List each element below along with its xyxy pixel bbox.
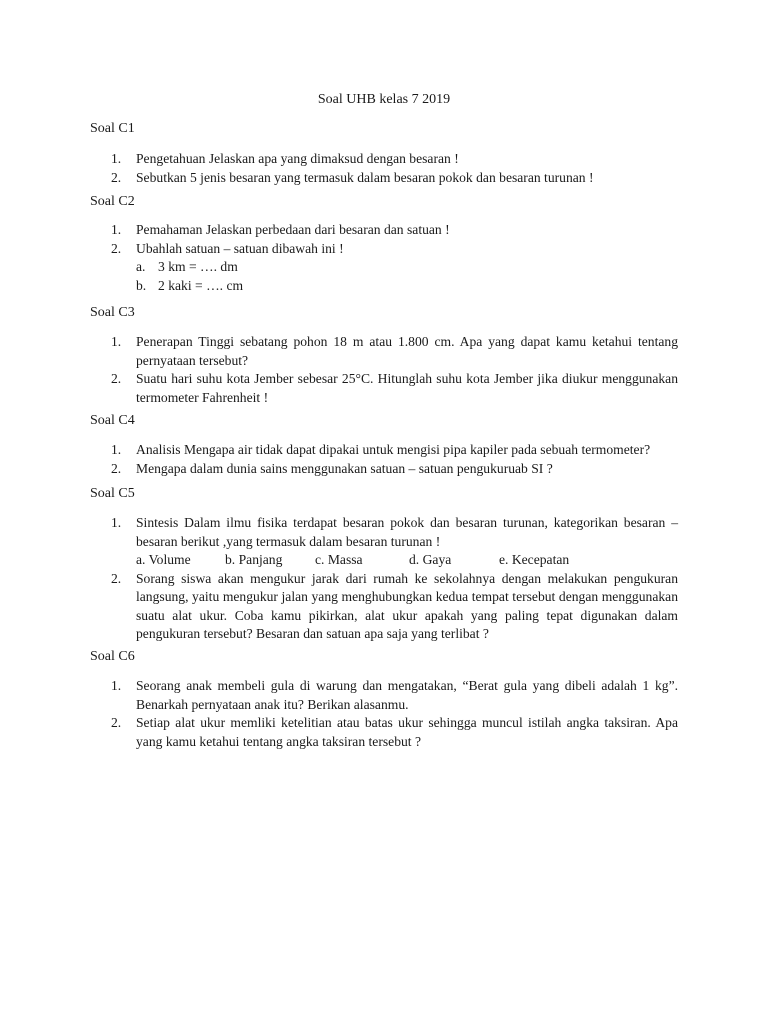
- question-number: 2.: [111, 570, 122, 586]
- sub-item-letter: a.: [136, 259, 146, 274]
- question-item: [90, 570, 678, 644]
- question-number: 1.: [111, 222, 122, 237]
- question-number: 2.: [111, 169, 122, 185]
- answer-option: d. Gaya: [409, 552, 452, 567]
- question-text: Setiap alat ukur memliki ketelitian atau batas ukur sehingga muncul istilah angka taksiran. Apa yang kamu ketahui tentang angka taksiran tersebut ?: [136, 715, 678, 749]
- section-heading: Soal C1: [90, 121, 135, 136]
- question-text: Suatu hari suhu kota Jember sebesar 25°C. Hitunglah suhu kota Jember jika diukur menggunakan termometer Fahrenheit !: [136, 371, 678, 405]
- answer-option: a. Volume: [136, 552, 191, 567]
- sub-item: [136, 258, 678, 277]
- section-heading: Soal C4: [90, 413, 135, 428]
- sub-item-text: 2 kaki = …. cm: [158, 277, 244, 293]
- question-text: Sebutkan 5 jenis besaran yang termasuk dalam besaran pokok dan besaran turunan !: [136, 169, 594, 185]
- answer-options: [136, 551, 678, 570]
- question-item: [90, 221, 678, 240]
- question-item: [90, 240, 678, 296]
- question-number: 2.: [111, 715, 122, 730]
- section-heading: Soal C2: [90, 194, 135, 209]
- section-heading: Soal C3: [90, 305, 135, 320]
- question-text: Sintesis Dalam ilmu fisika terdapat besaran pokok dan besaran turunan, kategorikan besaran – besaran berikut ,yang termasuk dalam besaran turunan !: [136, 515, 678, 549]
- question-number: 1.: [111, 678, 122, 693]
- sub-item-text: 3 km = …. dm: [158, 259, 238, 274]
- question-list: [90, 514, 678, 644]
- question-item: [90, 460, 678, 479]
- question-text: Pemahaman Jelaskan perbedaan dari besaran dan satuan !: [136, 222, 450, 237]
- question-item: [90, 333, 678, 370]
- question-number: 1.: [111, 442, 122, 457]
- question-list: [90, 221, 678, 295]
- question-number: 2.: [111, 240, 122, 256]
- section-c3: [90, 304, 678, 407]
- question-text: Seorang anak membeli gula di warung dan mengatakan, “Berat gula yang dibeli adalah 1 kg”. Benarkah pernyataan anak itu? Berikan alasanmu.: [136, 678, 678, 712]
- question-text: Analisis Mengapa air tidak dapat dipakai untuk mengisi pipa kapiler pada sebuah termometer?: [136, 442, 651, 457]
- question-text: Penerapan Tinggi sebatang pohon 18 m atau 1.800 cm. Apa yang dapat kamu ketahui tentang pernyataan tersebut?: [136, 334, 678, 368]
- question-list: [90, 441, 678, 478]
- question-number: 2.: [111, 371, 122, 386]
- question-text: Ubahlah satuan – satuan dibawah ini !: [136, 240, 344, 256]
- question-number: 1.: [111, 515, 122, 530]
- question-item: [90, 441, 678, 460]
- section-heading: Soal C5: [90, 486, 135, 501]
- question-item: [90, 169, 678, 188]
- question-item: [90, 677, 678, 714]
- section-c5: [90, 485, 678, 644]
- question-number: 2.: [111, 460, 122, 476]
- question-number: 1.: [111, 151, 122, 166]
- section-c6: [90, 648, 678, 751]
- section-c4: [90, 412, 678, 478]
- answer-option: c. Massa: [315, 552, 363, 567]
- answer-option: b. Panjang: [225, 552, 283, 567]
- section-c2: [90, 193, 678, 295]
- question-list: [90, 333, 678, 407]
- question-number: 1.: [111, 334, 122, 349]
- question-item: [90, 370, 678, 407]
- question-text: Mengapa dalam dunia sains menggunakan satuan – satuan pengukuruab SI ?: [136, 460, 553, 476]
- question-item: [90, 150, 678, 169]
- question-text: Pengetahuan Jelaskan apa yang dimaksud dengan besaran !: [136, 151, 459, 166]
- section-heading: Soal C6: [90, 649, 135, 664]
- document-title: Soal UHB kelas 7 2019: [317, 92, 451, 107]
- question-list: [90, 150, 678, 187]
- answer-option: e. Kecepatan: [499, 552, 570, 567]
- question-list: [90, 677, 678, 751]
- question-text: Sorang siswa akan mengukur jarak dari rumah ke sekolahnya dengan melakukan pengukuran langsung, yaitu mengukur jalan yang menghubungkan kedua tempat tersebut dengan menggunakan suatu alat ukur. Coba kamu pikirkan, alat ukur apakah yang paling tepat digunakan dalam pengukuran tersebut? Besaran dan satuan apa saja yang terlibat ?: [136, 570, 678, 641]
- question-item: [90, 514, 678, 570]
- sub-item-letter: b.: [136, 277, 147, 293]
- sub-item: [136, 277, 678, 296]
- section-c1: [90, 120, 678, 187]
- question-item: [90, 714, 678, 751]
